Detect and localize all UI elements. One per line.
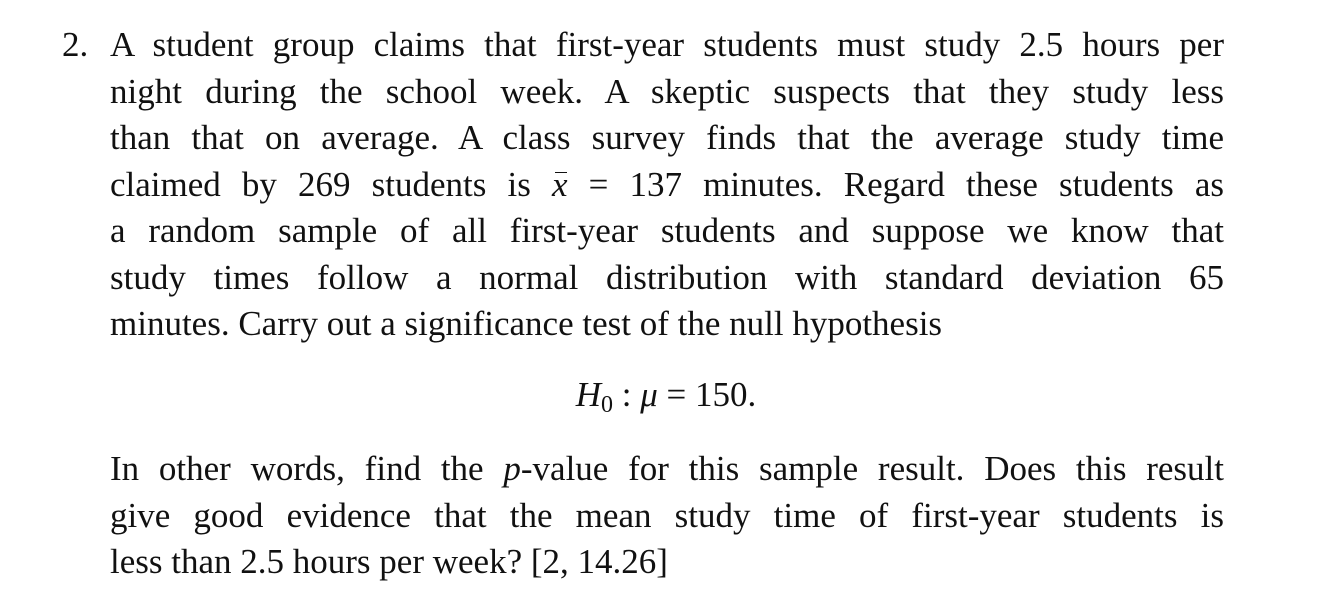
problem-statement [110, 22, 1224, 348]
question-line-1-start: In other words, find the [110, 449, 504, 488]
question-paragraph [110, 446, 1224, 586]
equation-value: = 150. [657, 375, 757, 414]
equation-colon: : [612, 375, 641, 414]
statement-line-5: a random sample of all first-year students and suppose we know that [110, 211, 1224, 250]
question-line-2: give good evidence that the mean study time of first-year students is [110, 495, 1224, 535]
statement-line-4 [110, 162, 1224, 209]
equation-subscript: 0 [600, 392, 613, 418]
statement-line-1: A student group claims that first-year students must study 2.5 hours per [110, 25, 1224, 64]
question-line-3: less than 2.5 hours per week? [2, 14.26] [110, 542, 668, 581]
statement-line-4-start: claimed by 269 students is [110, 164, 531, 204]
problem-number: 2. [62, 25, 89, 64]
statement-line-6: study times follow a normal distribution with standard deviation 65 [110, 257, 1224, 297]
question-line-1-end: -value for this sample result. Does this result [520, 449, 1225, 488]
null-hypothesis-equation [0, 372, 1318, 429]
question-line-1 [110, 446, 1224, 493]
sample-mean-symbol: x [552, 162, 568, 209]
statement-line-4-end: = 137 minutes. Regard these students as [567, 164, 1224, 204]
statement-line-3: than that on average. A class survey finds that the average study time [110, 118, 1224, 157]
equation-h: H [575, 375, 601, 414]
equation-mu: μ [640, 375, 658, 414]
p-italic: p [503, 449, 521, 488]
statement-line-7: minutes. Carry out a significance test of the null hypothesis [110, 304, 943, 343]
statement-line-2: night during the school week. A skeptic suspects that they study less [110, 71, 1224, 111]
